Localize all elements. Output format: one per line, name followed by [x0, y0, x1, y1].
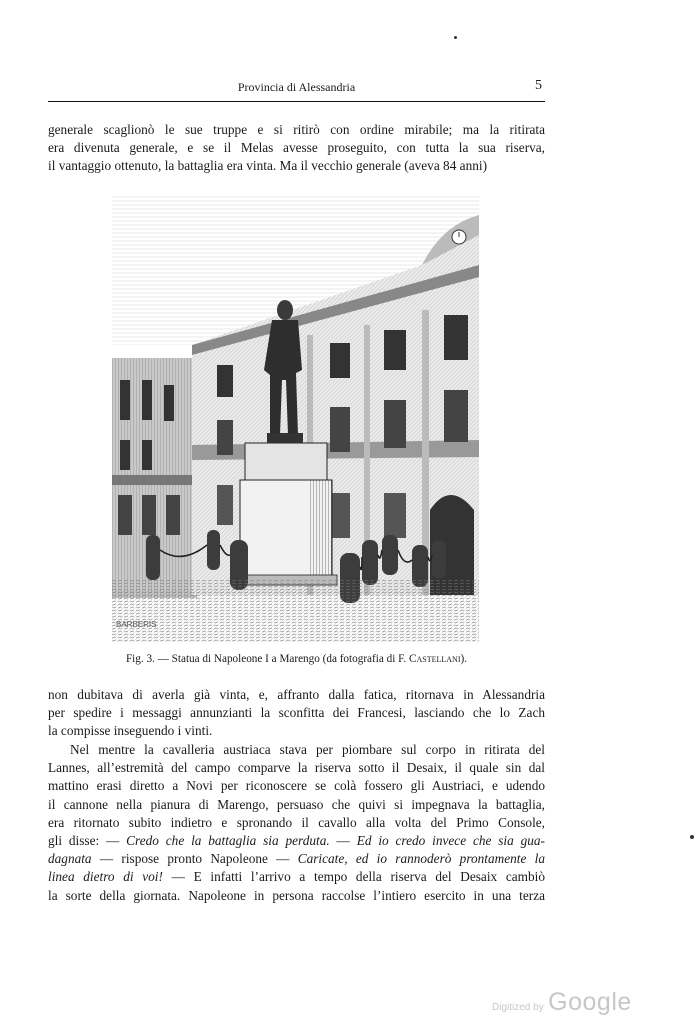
caption-suffix: ).: [460, 653, 468, 665]
text-line: non dubitava di averla già vinta, e, affranto dalla fatica, ritornava in Alessandria: [48, 687, 545, 702]
italic-run: Ed io credo invece che sia gua-: [356, 833, 545, 849]
text-line: la sorte della giornata. Napoleone in persona raccolse l’intiero esercito in una terza: [48, 887, 545, 903]
text-line: generale scaglionò le sue truppe e si ritirò con ordine mirabile; ma la ritirata: [48, 122, 545, 137]
text-line: [48, 832, 545, 850]
top-paragraph: [48, 121, 545, 176]
text-run: — rispose pronto Napoleone —: [91, 851, 298, 867]
text-run: —: [329, 833, 357, 849]
body-paragraph-1: [48, 686, 545, 741]
running-header: [48, 80, 545, 96]
napoleon-statue-engraving: [112, 195, 479, 642]
italic-run: Credo che la battaglia sia perduta.: [126, 833, 330, 849]
italic-run: linea dietro di voi!: [48, 869, 163, 885]
text-line: era divenuta generale, e se il Melas avesse proseguito, con tutta la sua riserva,: [48, 140, 545, 156]
text-line: era ritornato subito indietro e spronando il cavallo alla volta del Primo Console,: [48, 814, 545, 830]
page-number: 5: [535, 78, 542, 93]
text-line: [48, 868, 545, 886]
text-line: Lannes, all’estremità del campo comparve la riserva sotto il Desaix, il quale sin dal: [48, 760, 545, 776]
text-run: gli disse: —: [48, 833, 127, 849]
body-paragraph-2: [48, 741, 545, 905]
scan-speck: [690, 835, 694, 839]
text-line: per spedire i messaggi annunzianti la sconfitta dei Francesi, lasciando che lo Zach: [48, 705, 545, 721]
text-line: il cannone nella pianura di Marengo, persuaso che quivi si impegnava la battaglia,: [48, 796, 545, 812]
text-line: mattino erasi diretto a Novi per riconoscere se colà fossero gli Austriaci, e udendo: [48, 778, 545, 794]
header-rule: [48, 101, 545, 102]
italic-run: Caricate, ed io rannoderò prontamente la: [297, 851, 545, 867]
google-watermark: [492, 988, 632, 1017]
caption-author: Castellani: [409, 653, 461, 665]
text-line: [48, 850, 545, 868]
text-line: Nel mentre la cavalleria austriaca stava per piombare sul corpo in ritirata del: [70, 742, 545, 757]
header-title: Provincia di Alessandria: [237, 80, 356, 94]
text-line: la compisse inseguendo i vinti.: [48, 723, 213, 739]
italic-run: dagnata: [48, 851, 92, 867]
text-run: — E infatti l’arrivo a tempo della riserva del Desaix cambiò: [162, 869, 546, 885]
figure-caption: [48, 653, 545, 665]
google-logo: Google: [548, 988, 632, 1016]
engraver-signature: BARBERIS: [116, 620, 157, 629]
watermark-prefix: Digitized by: [492, 1002, 544, 1013]
scan-speck: [454, 36, 457, 39]
caption-text: Fig. 3. — Statua di Napoleone I a Marengo (da fotografia di F.: [125, 653, 407, 665]
text-line: il vantaggio ottenuto, la battaglia era vinta. Ma il vecchio generale (aveva 84 anni): [48, 158, 487, 174]
